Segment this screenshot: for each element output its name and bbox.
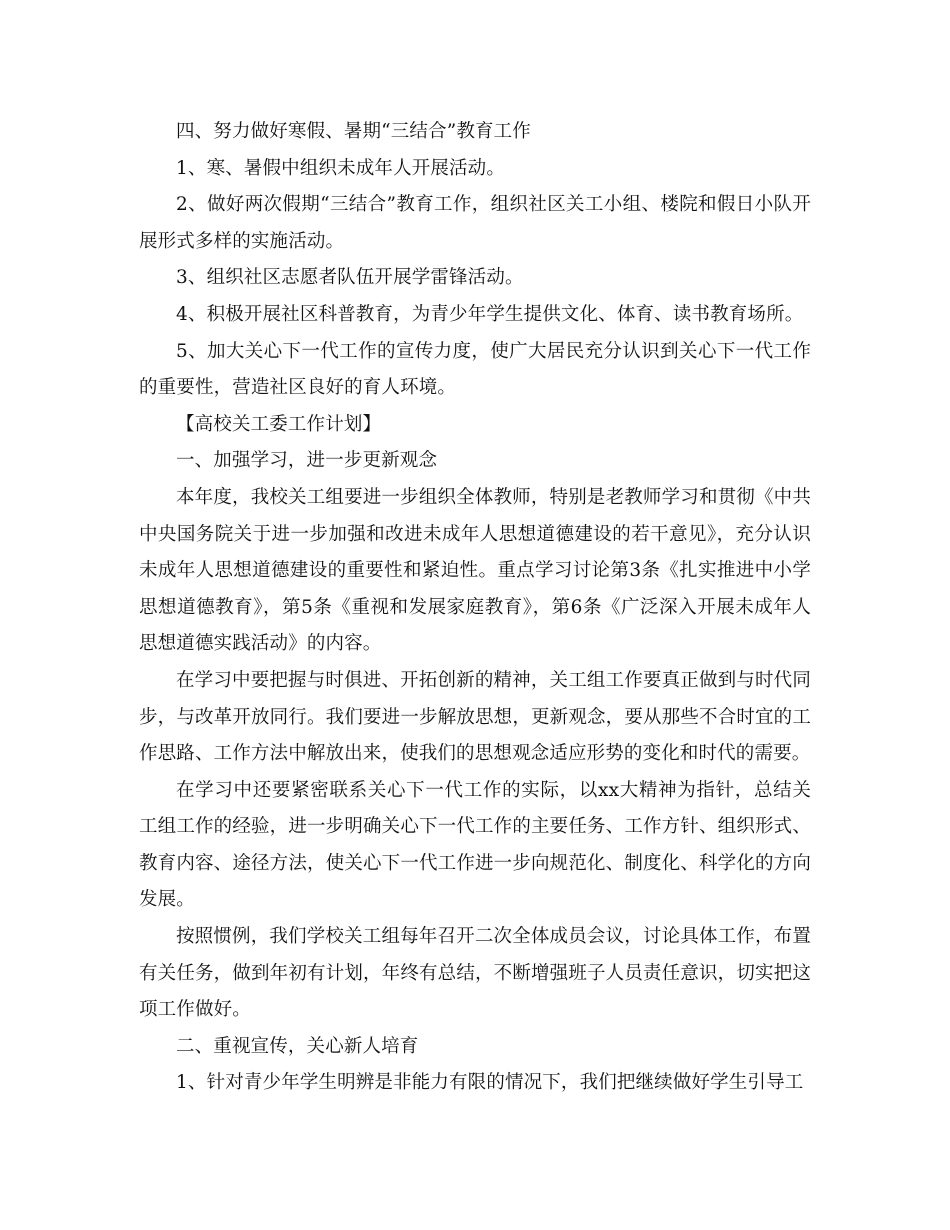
body-paragraph: 按照惯例，我们学校关工组每年召开二次全体成员会议，讨论具体工作，布置有关任务，做到年初有计划，年终有总结，不断增强班子人员责任意识，切实把这项工作做好。 — [139, 926, 811, 1021]
body-paragraph: 在学习中要把握与时俱进、开拓创新的精神，关工组工作要真正做到与时代同步，与改革开放同行。我们要进一步解放思想，更新观念，要从那些不合时宜的工作思路、工作方法中解放出来，使我们的思想观念适应形势的变化和时代的需要。 — [139, 669, 811, 765]
list-item: 5、加大关心下一代工作的宣传力度，使广大居民充分认识到关心下一代工作的重要性，营造社区良好的育人环境。 — [139, 340, 811, 399]
section-heading-4: 四、努力做好寒假、暑期“三结合”教育工作 — [176, 121, 531, 142]
list-item: 4、积极开展社区科普教育，为青少年学生提供文化、体育、读书教育场所。 — [176, 303, 804, 325]
section-heading-1: 一、加强学习，进一步更新观念 — [176, 450, 438, 472]
document-subtitle: 【高校关工委工作计划】 — [176, 413, 382, 435]
list-item: 1、寒、暑假中组织未成年人开展活动。 — [176, 157, 505, 179]
list-item: 1、针对青少年学生明辨是非能力有限的情况下，我们把继续做好学生引导工 — [176, 1072, 804, 1094]
list-item: 3、组织社区志愿者队伍开展学雷锋活动。 — [176, 267, 524, 289]
document-body — [139, 114, 811, 1102]
body-paragraph: 在学习中还要紧密联系关心下一代工作的实际，以xx大精神为指针，总结关工组工作的经验，进一步明确关心下一代工作的主要任务、工作方针、组织形式、教育内容、途径方法，使关心下一代工作进一步向规范化、制度化、科学化的方向发展。 — [139, 779, 811, 911]
body-paragraph: 本年度，我校关工组要进一步组织全体教师，特别是老教师学习和贯彻《中共中央国务院关于进一步加强和改进未成年人思想道德建设的若干意见》，充分认识未成年人思想道德建设的重要性和紧迫性。重点学习讨论第3条《扎实推进中小学思想道德教育》，第5条《重视和发展家庭教育》，第6条《广泛深入开展未成年人思想道德实践活动》的内容。 — [139, 486, 811, 655]
list-item: 2、做好两次假期“三结合”教育工作，组织社区关工小组、楼院和假日小队开展形式多样的实施活动。 — [139, 194, 811, 252]
section-heading-2: 二、重视宣传，关心新人培育 — [176, 1035, 419, 1057]
